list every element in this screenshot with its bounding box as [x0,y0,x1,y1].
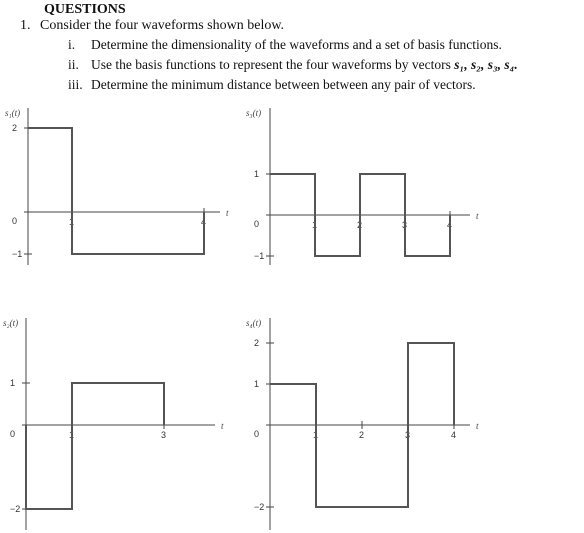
sub-item-number: iii. [68,77,83,92]
waveform-panel-3 [246,108,479,265]
x-tick-label: 1 [312,220,318,230]
y-tick-label: 0 [254,219,260,229]
x-tick-label: 4 [447,220,453,230]
x-tick-label: 1 [69,430,75,440]
questions-heading: QUESTIONS [44,2,126,17]
x-tick-label: 3 [405,430,411,440]
x-axis-label: t [476,421,479,431]
question-text: Consider the four waveforms shown below. [40,18,285,33]
waveform-line [28,128,207,254]
y-tick-label: 2 [254,338,260,348]
waveform-panel-4 [246,318,479,530]
x-tick-label: 2 [359,430,365,440]
x-axis-label: t [476,211,479,221]
y-tick-label: −1 [254,251,265,261]
y-tick-label: 0 [12,216,18,226]
y-tick-label: −1 [12,249,23,259]
y-tick-label: −2 [254,502,265,512]
question-number: 1. [20,18,31,33]
sub-item-text: Use the basis functions to represent the four waveforms by vectors [91,57,451,72]
y-tick-label: 0 [254,429,260,439]
x-axis-label: t [221,421,224,431]
sub-item-text: Determine the dimensionality of the waveforms and a set of basis functions. [91,37,502,52]
x-axis-label: t [226,208,229,218]
waveform-panel-2 [3,318,224,530]
y-tick-label: −2 [10,504,21,514]
x-tick-label: 3 [161,430,167,440]
x-tick-label: 4 [201,217,207,227]
vector-names: s₁, s₂, s₃, s₄. [454,57,518,72]
y-tick-label: 1 [254,379,260,389]
waveform-line [26,383,167,509]
x-tick-label: 2 [357,220,363,230]
waveform-panel-1 [5,108,229,265]
y-tick-label: 1 [10,378,16,388]
y-axis-label: s₄(t) [246,318,262,328]
y-axis-label: s₁(t) [5,108,21,118]
y-tick-label: 2 [12,123,18,133]
sub-item-number: ii. [68,57,79,72]
y-tick-label: 1 [254,169,260,179]
y-tick-label: 0 [10,429,16,439]
sub-item-number: i. [68,37,76,52]
x-tick-label: 1 [69,217,75,227]
y-axis-label: s₂(t) [3,318,19,328]
sub-item-text: Determine the minimum distance between between any pair of vectors. [91,77,476,92]
x-tick-label: 3 [402,220,408,230]
x-tick-label: 4 [451,430,457,440]
y-axis-label: s₃(t) [246,108,262,118]
x-tick-label: 1 [313,430,319,440]
